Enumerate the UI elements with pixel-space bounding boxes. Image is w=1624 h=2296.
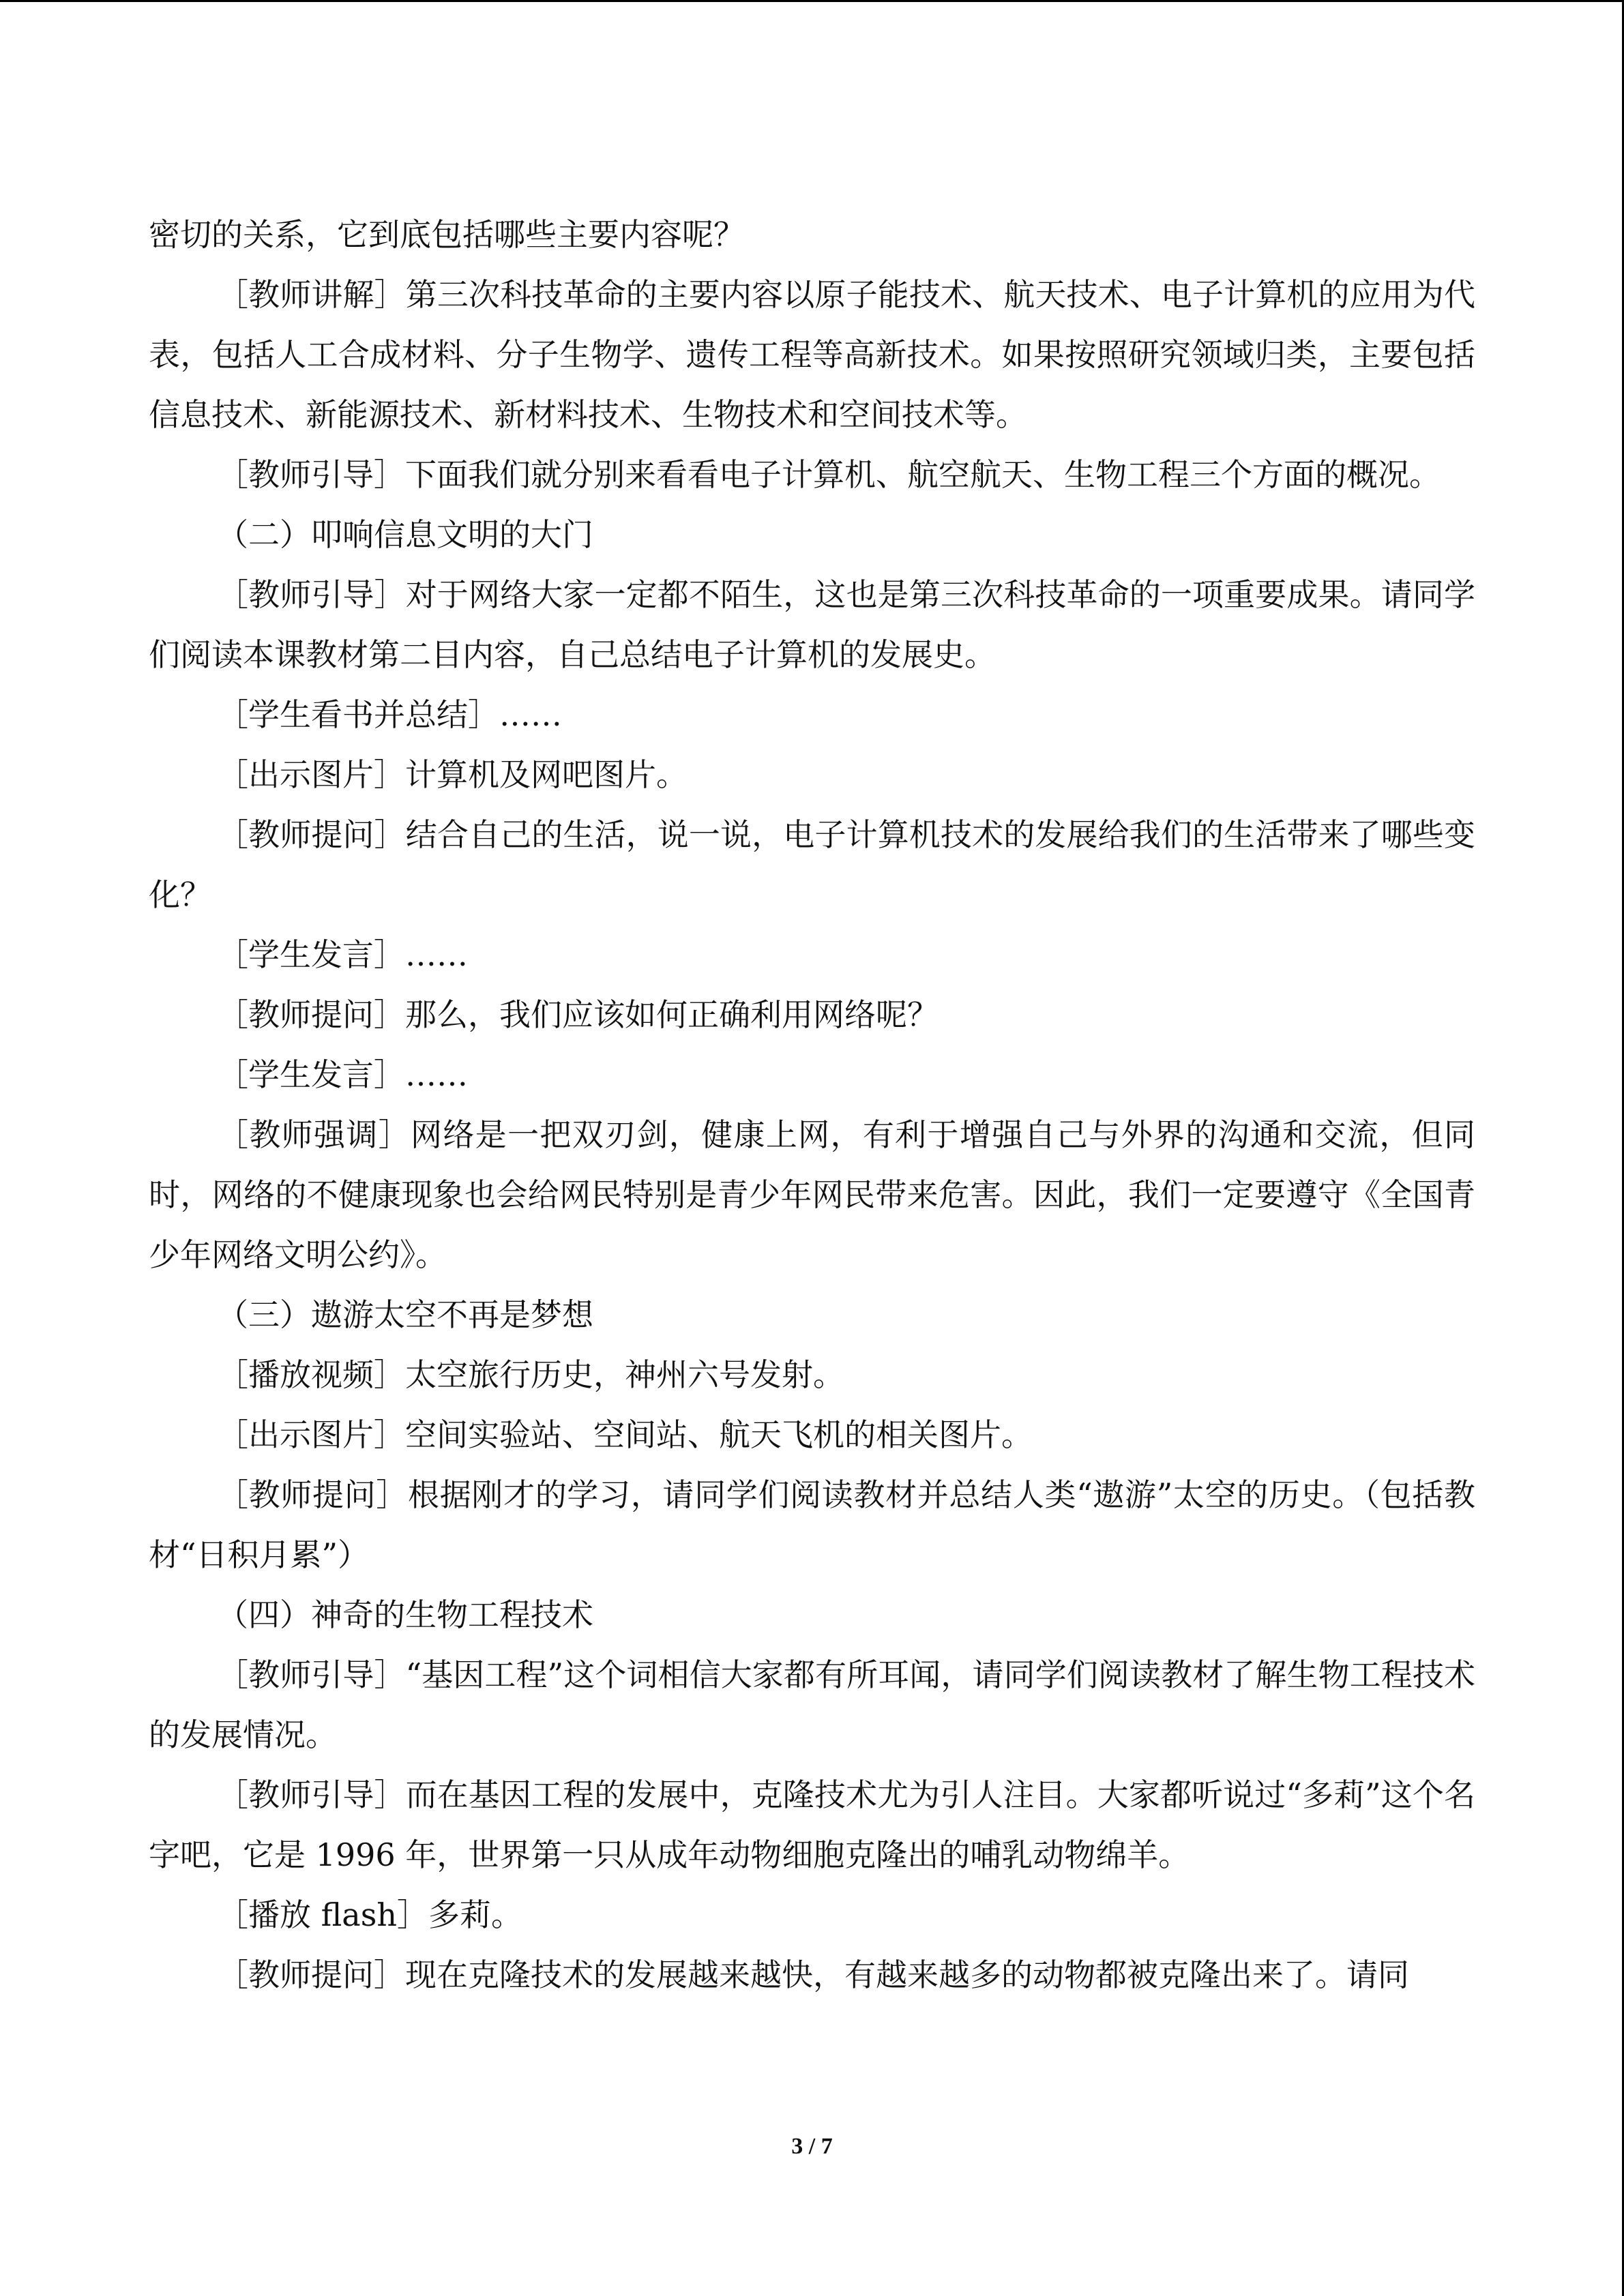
document-body bbox=[149, 205, 1475, 2005]
paragraph: ［学生发言］…… bbox=[217, 936, 468, 973]
paragraph: ［学生看书并总结］…… bbox=[217, 696, 562, 733]
paragraph: ［教师引导］对于网络大家一定都不陌生，这也是第三次科技革命的一项重要成果。请同学们阅读本课教材第二目内容，自己总结电子计算机的发展史。 bbox=[149, 576, 1475, 673]
section-heading: （三）遨游太空不再是梦想 bbox=[217, 1296, 593, 1333]
section-heading: （四）神奇的生物工程技术 bbox=[217, 1596, 593, 1633]
paragraph: ［教师提问］那么，我们应该如何正确利用网络呢？ bbox=[217, 996, 939, 1033]
paragraph: ［教师提问］现在克隆技术的发展越来越快，有越来越多的动物都被克隆出来了。请同 bbox=[217, 1956, 1409, 1993]
paragraph: ［教师引导］下面我们就分别来看看电子计算机、航空航天、生物工程三个方面的概况。 bbox=[217, 456, 1441, 493]
paragraph: ［出示图片］计算机及网吧图片。 bbox=[217, 756, 688, 793]
paragraph: ［学生发言］…… bbox=[217, 1056, 468, 1093]
paragraph: ［播放 flash］多莉。 bbox=[217, 1896, 522, 1933]
paragraph: ［教师引导］而在基因工程的发展中，克隆技术尤为引人注目。大家都听说过“多莉”这个名字吧，它是 1996 年，世界第一只从成年动物细胞克隆出的哺乳动物绵羊。 bbox=[149, 1776, 1475, 1873]
page-number: 3 / 7 bbox=[791, 2134, 833, 2159]
paragraph: ［出示图片］空间实验站、空间站、航天飞机的相关图片。 bbox=[217, 1416, 1033, 1453]
paragraph: ［教师引导］“基因工程”这个词相信大家都有所耳闻，请同学们阅读教材了解生物工程技术的发展情况。 bbox=[149, 1656, 1475, 1753]
section-heading: （二）叩响信息文明的大门 bbox=[217, 516, 593, 553]
paragraph: 密切的关系，它到底包括哪些主要内容呢？ bbox=[149, 216, 745, 253]
paragraph: ［教师强调］网络是一把双刃剑，健康上网，有利于增强自己与外界的沟通和交流，但同时，网络的不健康现象也会给网民特别是青少年网民带来危害。因此，我们一定要遵守《全国青少年网络文明公约》。 bbox=[149, 1116, 1475, 1273]
paragraph: ［教师讲解］第三次科技革命的主要内容以原子能技术、航天技术、电子计算机的应用为代表，包括人工合成材料、分子生物学、遗传工程等高新技术。如果按照研究领域归类，主要包括信息技术、新能源技术、新材料技术、生物技术和空间技术等。 bbox=[149, 276, 1475, 433]
paragraph: ［教师提问］结合自己的生活，说一说，电子计算机技术的发展给我们的生活带来了哪些变化？ bbox=[149, 816, 1475, 913]
paragraph: ［教师提问］根据刚才的学习，请同学们阅读教材并总结人类“遨游”太空的历史。（包括教材“日积月累”） bbox=[149, 1476, 1475, 1573]
paragraph: ［播放视频］太空旅行历史，神州六号发射。 bbox=[217, 1356, 844, 1393]
